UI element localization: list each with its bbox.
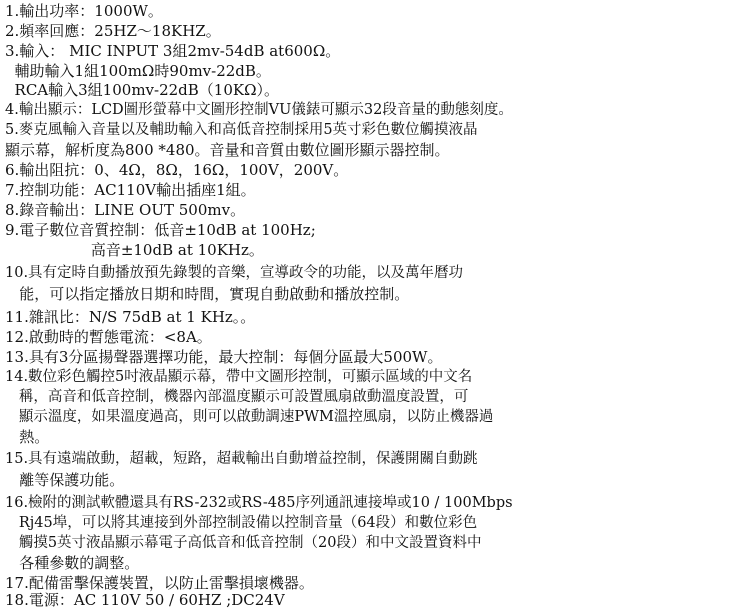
spec-line-15: 15.具有遠端啟動，超載，短路，超載輸出自動增益控制，保護開關自動跳 xyxy=(5,451,478,467)
spec-line-3: 3.輸入： MIC INPUT 3組2mv-54dB at600Ω。 xyxy=(5,42,341,60)
spec-line-6: 6.輸出阻抗：0、4Ω，8Ω，16Ω，100V，200V。 xyxy=(5,161,349,179)
spec-line-14b: 顯示溫度，如果溫度過高，則可以啟動調速PWM溫控風扇，以防止機器過 xyxy=(5,409,494,425)
spec-line-5a: 顯示幕，解析度為800 *480。音量和音質由數位圖形顯示器控制。 xyxy=(5,141,450,159)
spec-line-4: 4.輸出顯示：LCD圖形螢幕中文圖形控制VU儀錶可顯示32段音量的動態刻度。 xyxy=(5,102,513,118)
spec-line-7: 7.控制功能：AC110V輸出插座1組。 xyxy=(5,181,256,199)
spec-line-1: 1.輸出功率：1000W。 xyxy=(5,2,163,20)
spec-line-13: 13.具有3分區揚聲器選擇功能，最大控制：每個分區最大500W。 xyxy=(5,348,443,366)
spec-line-14: 14.數位彩色觸控5吋液晶顯示幕，帶中文圖形控制，可顯示區域的中文名 xyxy=(5,369,473,385)
spec-line-16c: 各種參數的調整。 xyxy=(5,554,140,572)
spec-line-10a: 能，可以指定播放日期和時間，實現自動啟動和播放控制。 xyxy=(5,285,410,303)
spec-line-12: 12.啟動時的暫態電流：<8A。 xyxy=(5,328,212,346)
spec-line-9a: 高音±10dB at 10KHz。 xyxy=(5,241,264,259)
spec-line-15a: 離等保護功能。 xyxy=(5,471,125,489)
spec-line-9: 9.電子數位音質控制：低音±10dB at 100Hz; xyxy=(5,221,316,239)
spec-line-2: 2.頻率回應：25HZ～18KHZ。 xyxy=(5,22,221,40)
spec-line-8: 8.錄音輸出：LINE OUT 500mv。 xyxy=(5,201,246,219)
spec-line-16b: 觸摸5英寸液晶顯示幕電子高低音和低音控制（20段）和中文設置資料中 xyxy=(5,535,482,551)
spec-line-3b: RCA輸入3組100mv-22dB（10KΩ）。 xyxy=(5,81,280,99)
spec-line-16: 16.檢附的測試軟體還具有RS-232或RS-485序列通訊連接埠或10 / 100Mbps xyxy=(5,495,513,511)
spec-line-17: 17.配備雷擊保護裝置，以防止雷擊損壞機器。 xyxy=(5,574,314,592)
spec-line-14c: 熱。 xyxy=(5,428,50,446)
spec-line-10: 10.具有定時自動播放預先錄製的音樂，宣導政令的功能，以及萬年曆功 xyxy=(5,265,464,281)
spec-line-14a: 稱，高音和低音控制，機器內部溫度顯示可設置風扇啟動溫度設置，可 xyxy=(5,389,469,405)
spec-line-18: 18.電源：AC 110V 50 / 60HZ ;DC24V xyxy=(5,591,285,609)
spec-line-5: 5.麥克風輸入音量以及輔助輸入和高低音控制採用5英寸彩色數位觸摸液晶 xyxy=(5,122,478,138)
spec-line-3a: 輔助輸入1組100mΩ時90mv-22dB。 xyxy=(5,62,271,80)
spec-line-16a: Rj45埠，可以將其連接到外部控制設備以控制音量（64段）和數位彩色 xyxy=(5,515,478,531)
spec-line-11: 11.雜訊比：N/S 75dB at 1 KHz。。 xyxy=(5,308,256,326)
